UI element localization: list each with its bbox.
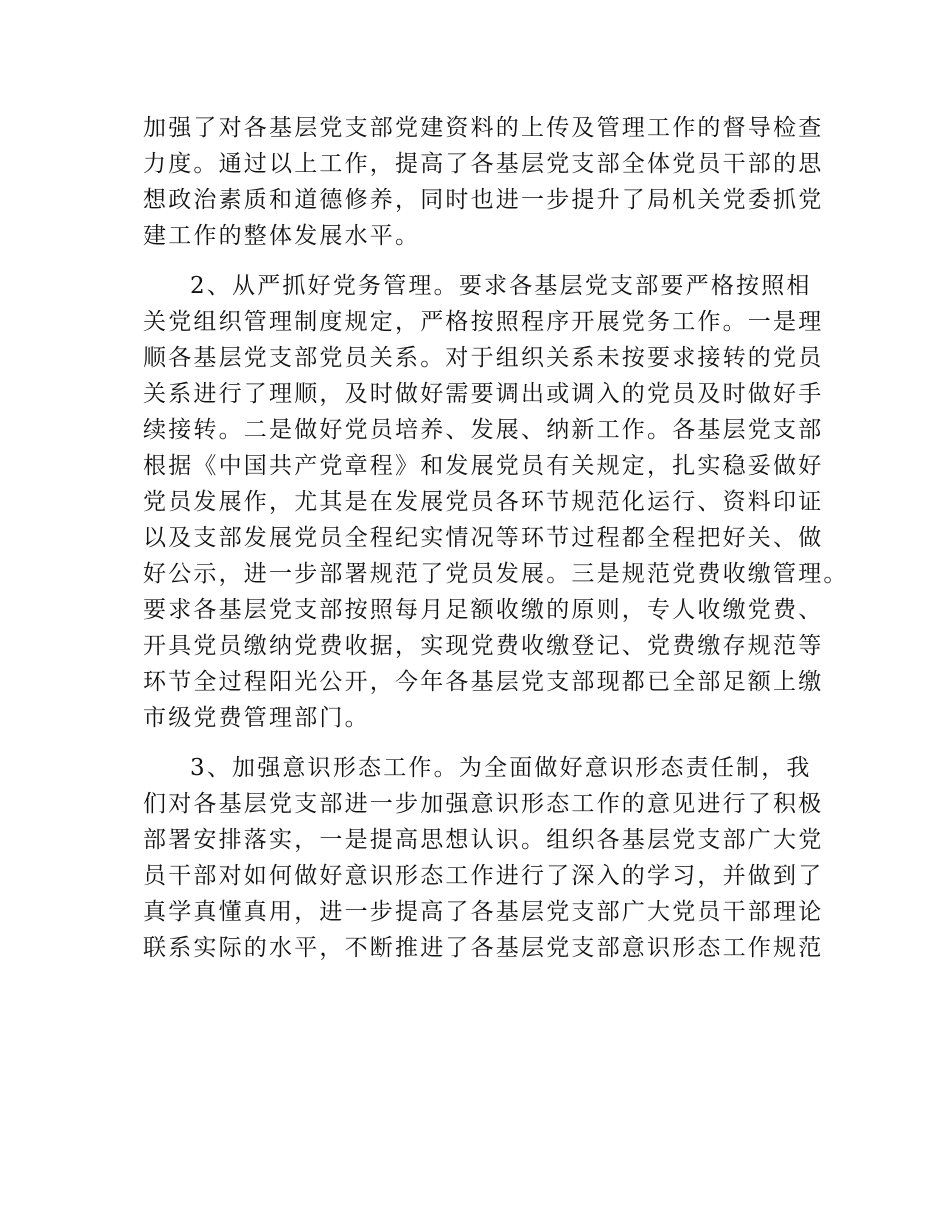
text-line: 员干部对如何做好意识形态工作进行了深入的学习，并做到了 — [143, 863, 824, 889]
text-line: 开具党员缴纳党费收据，实现党费收缴登记、党费缴存规范等 — [143, 633, 824, 659]
text-line: 真学真懂真用，进一步提高了各基层党支部广大党员干部理论 — [143, 899, 824, 925]
paragraph-1 — [143, 110, 843, 254]
text-line: 部署安排落实，一是提高思想认识。组织各基层党支部广大党 — [143, 827, 824, 853]
text-line: 力度。通过以上工作，提高了各基层党支部全体党员干部的思 — [143, 151, 824, 177]
text-line: 续接转。二是做好党员培养、发展、纳新工作。各基层党支部 — [143, 417, 824, 443]
paragraph-2 — [143, 268, 849, 736]
text-line: 市级党费管理部门。 — [143, 705, 370, 731]
document-body — [143, 110, 849, 980]
text-line: 要求各基层党支部按照每月足额收缴的原则，专人收缴党费、 — [143, 597, 824, 623]
text-line: 建工作的整体发展水平。 — [143, 223, 421, 249]
text-line: 环节全过程阳光公开，今年各基层党支部现都已全部足额上缴 — [143, 669, 824, 695]
text-line: 好公示，进一步部署规范了党员发展。三是规范党费收缴管理。 — [143, 561, 849, 587]
text-line: 关系进行了理顺，及时做好需要调出或调入的党员及时做好手 — [143, 381, 824, 407]
text-line: 们对各基层党支部进一步加强意识形态工作的意见进行了积极 — [143, 791, 824, 817]
text-line: 根据《中国共产党章程》和发展党员有关规定，扎实稳妥做好 — [143, 453, 824, 479]
text-line: 关党组织管理制度规定，严格按照程序开展党务工作。一是理 — [143, 309, 824, 335]
text-line: 党员发展作，尤其是在发展党员各环节规范化运行、资料印证 — [143, 489, 824, 515]
text-line: 以及支部发展党员全程纪实情况等环节过程都全程把好关、做 — [143, 525, 824, 551]
text-line: 联系实际的水平，不断推进了各基层党支部意识形态工作规范 — [143, 935, 824, 961]
text-line: 顺各基层党支部党员关系。对于组织关系未按要求接转的党员 — [143, 345, 824, 371]
text-line: 想政治素质和道德修养，同时也进一步提升了局机关党委抓党 — [143, 187, 824, 213]
text-line: 2、从严抓好党务管理。要求各基层党支部要严格按照相 — [190, 273, 812, 299]
paragraph-3 — [143, 750, 843, 966]
text-line: 3、加强意识形态工作。为全面做好意识形态责任制，我 — [190, 755, 812, 781]
text-line: 加强了对各基层党支部党建资料的上传及管理工作的督导检查 — [143, 115, 824, 141]
